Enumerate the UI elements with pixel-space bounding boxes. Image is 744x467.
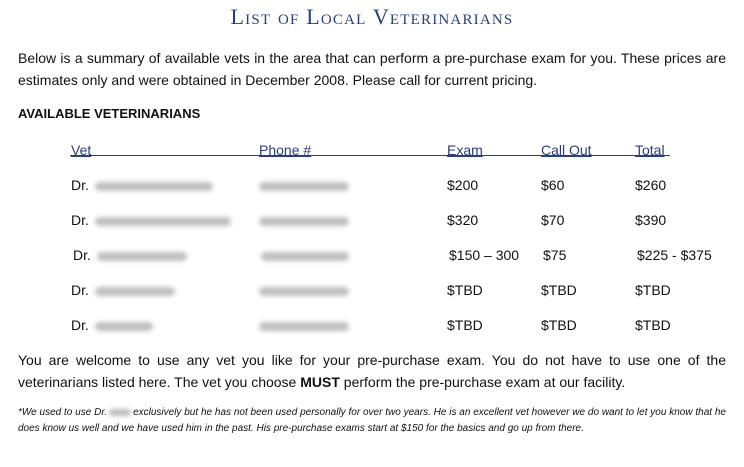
vet-phone xyxy=(259,212,349,228)
redacted-name xyxy=(97,252,187,261)
table-header xyxy=(0,142,744,160)
total-price: $225 - $375 xyxy=(637,247,712,263)
header-exam: Exam xyxy=(447,142,483,158)
redacted-name xyxy=(109,409,131,416)
table-row xyxy=(0,317,744,337)
table-row xyxy=(0,247,744,267)
call-out-price: $60 xyxy=(541,177,565,193)
header-total: Total xyxy=(635,142,665,158)
exam-price: $TBD xyxy=(447,317,483,333)
call-out-price: $TBD xyxy=(541,317,577,333)
header-rule xyxy=(70,155,670,156)
table-row xyxy=(0,282,744,302)
total-price: $390 xyxy=(635,212,667,228)
redacted-name xyxy=(95,322,153,331)
redacted-phone xyxy=(259,287,349,296)
footnote-text: *We used to use Dr. xyxy=(18,407,108,418)
closing-emphasis: MUST xyxy=(300,374,340,390)
redacted-phone xyxy=(261,252,349,261)
header-call-out: Call Out xyxy=(541,142,592,158)
vet-phone xyxy=(261,247,349,263)
redacted-phone xyxy=(259,217,349,226)
redacted-name xyxy=(95,182,213,191)
exam-price: $200 xyxy=(447,177,479,193)
vet-phone xyxy=(259,282,349,298)
total-price: $260 xyxy=(635,177,667,193)
redacted-phone xyxy=(259,322,349,331)
vet-phone xyxy=(259,317,349,333)
table-row xyxy=(0,212,744,232)
total-price: $TBD xyxy=(635,317,671,333)
closing-text: You are welcome to use any vet you like for your pre-purchase exam. You do not have to use one of the veterinarians listed here. The vet you choose xyxy=(18,352,726,390)
section-heading: AVAILABLE VETERINARIANS xyxy=(18,106,201,121)
header-vet: Vet xyxy=(71,142,92,158)
vet-phone xyxy=(259,177,349,193)
table-row xyxy=(0,177,744,197)
call-out-price: $75 xyxy=(543,247,567,263)
footnote-text-end: exclusively but he has not been used personally for over two years. He is an excellent vet however we do want to let you know that he does know us well and we have used him in the past. His pre-purchase exams start at $150 for the basics and go up from there. xyxy=(18,407,726,434)
total-price: $TBD xyxy=(635,282,671,298)
call-out-price: $TBD xyxy=(541,282,577,298)
page-title: List of Local Veterinarians xyxy=(230,4,514,29)
closing-paragraph xyxy=(18,349,726,393)
vet-name: Dr. xyxy=(71,317,153,333)
closing-text-end: perform the pre-purchase exam at our facility. xyxy=(339,374,626,390)
exam-price: $320 xyxy=(447,212,479,228)
vet-name: Dr. xyxy=(73,247,187,263)
call-out-price: $70 xyxy=(541,212,565,228)
redacted-phone xyxy=(259,182,349,191)
redacted-name xyxy=(95,287,175,296)
exam-price: $TBD xyxy=(447,282,483,298)
exam-price: $150 – 300 xyxy=(449,247,520,263)
header-phone: Phone # xyxy=(259,142,312,158)
vet-name: Dr. xyxy=(71,282,175,298)
redacted-name xyxy=(95,217,231,226)
intro-paragraph: Below is a summary of available vets in the area that can perform a pre-purchase exam for you. These prices are estimates only and were obtained in December 2008. Please call for current pricing. xyxy=(18,50,726,88)
vet-name: Dr. xyxy=(71,177,213,193)
vet-name: Dr. xyxy=(71,212,231,228)
footnote xyxy=(18,405,726,437)
